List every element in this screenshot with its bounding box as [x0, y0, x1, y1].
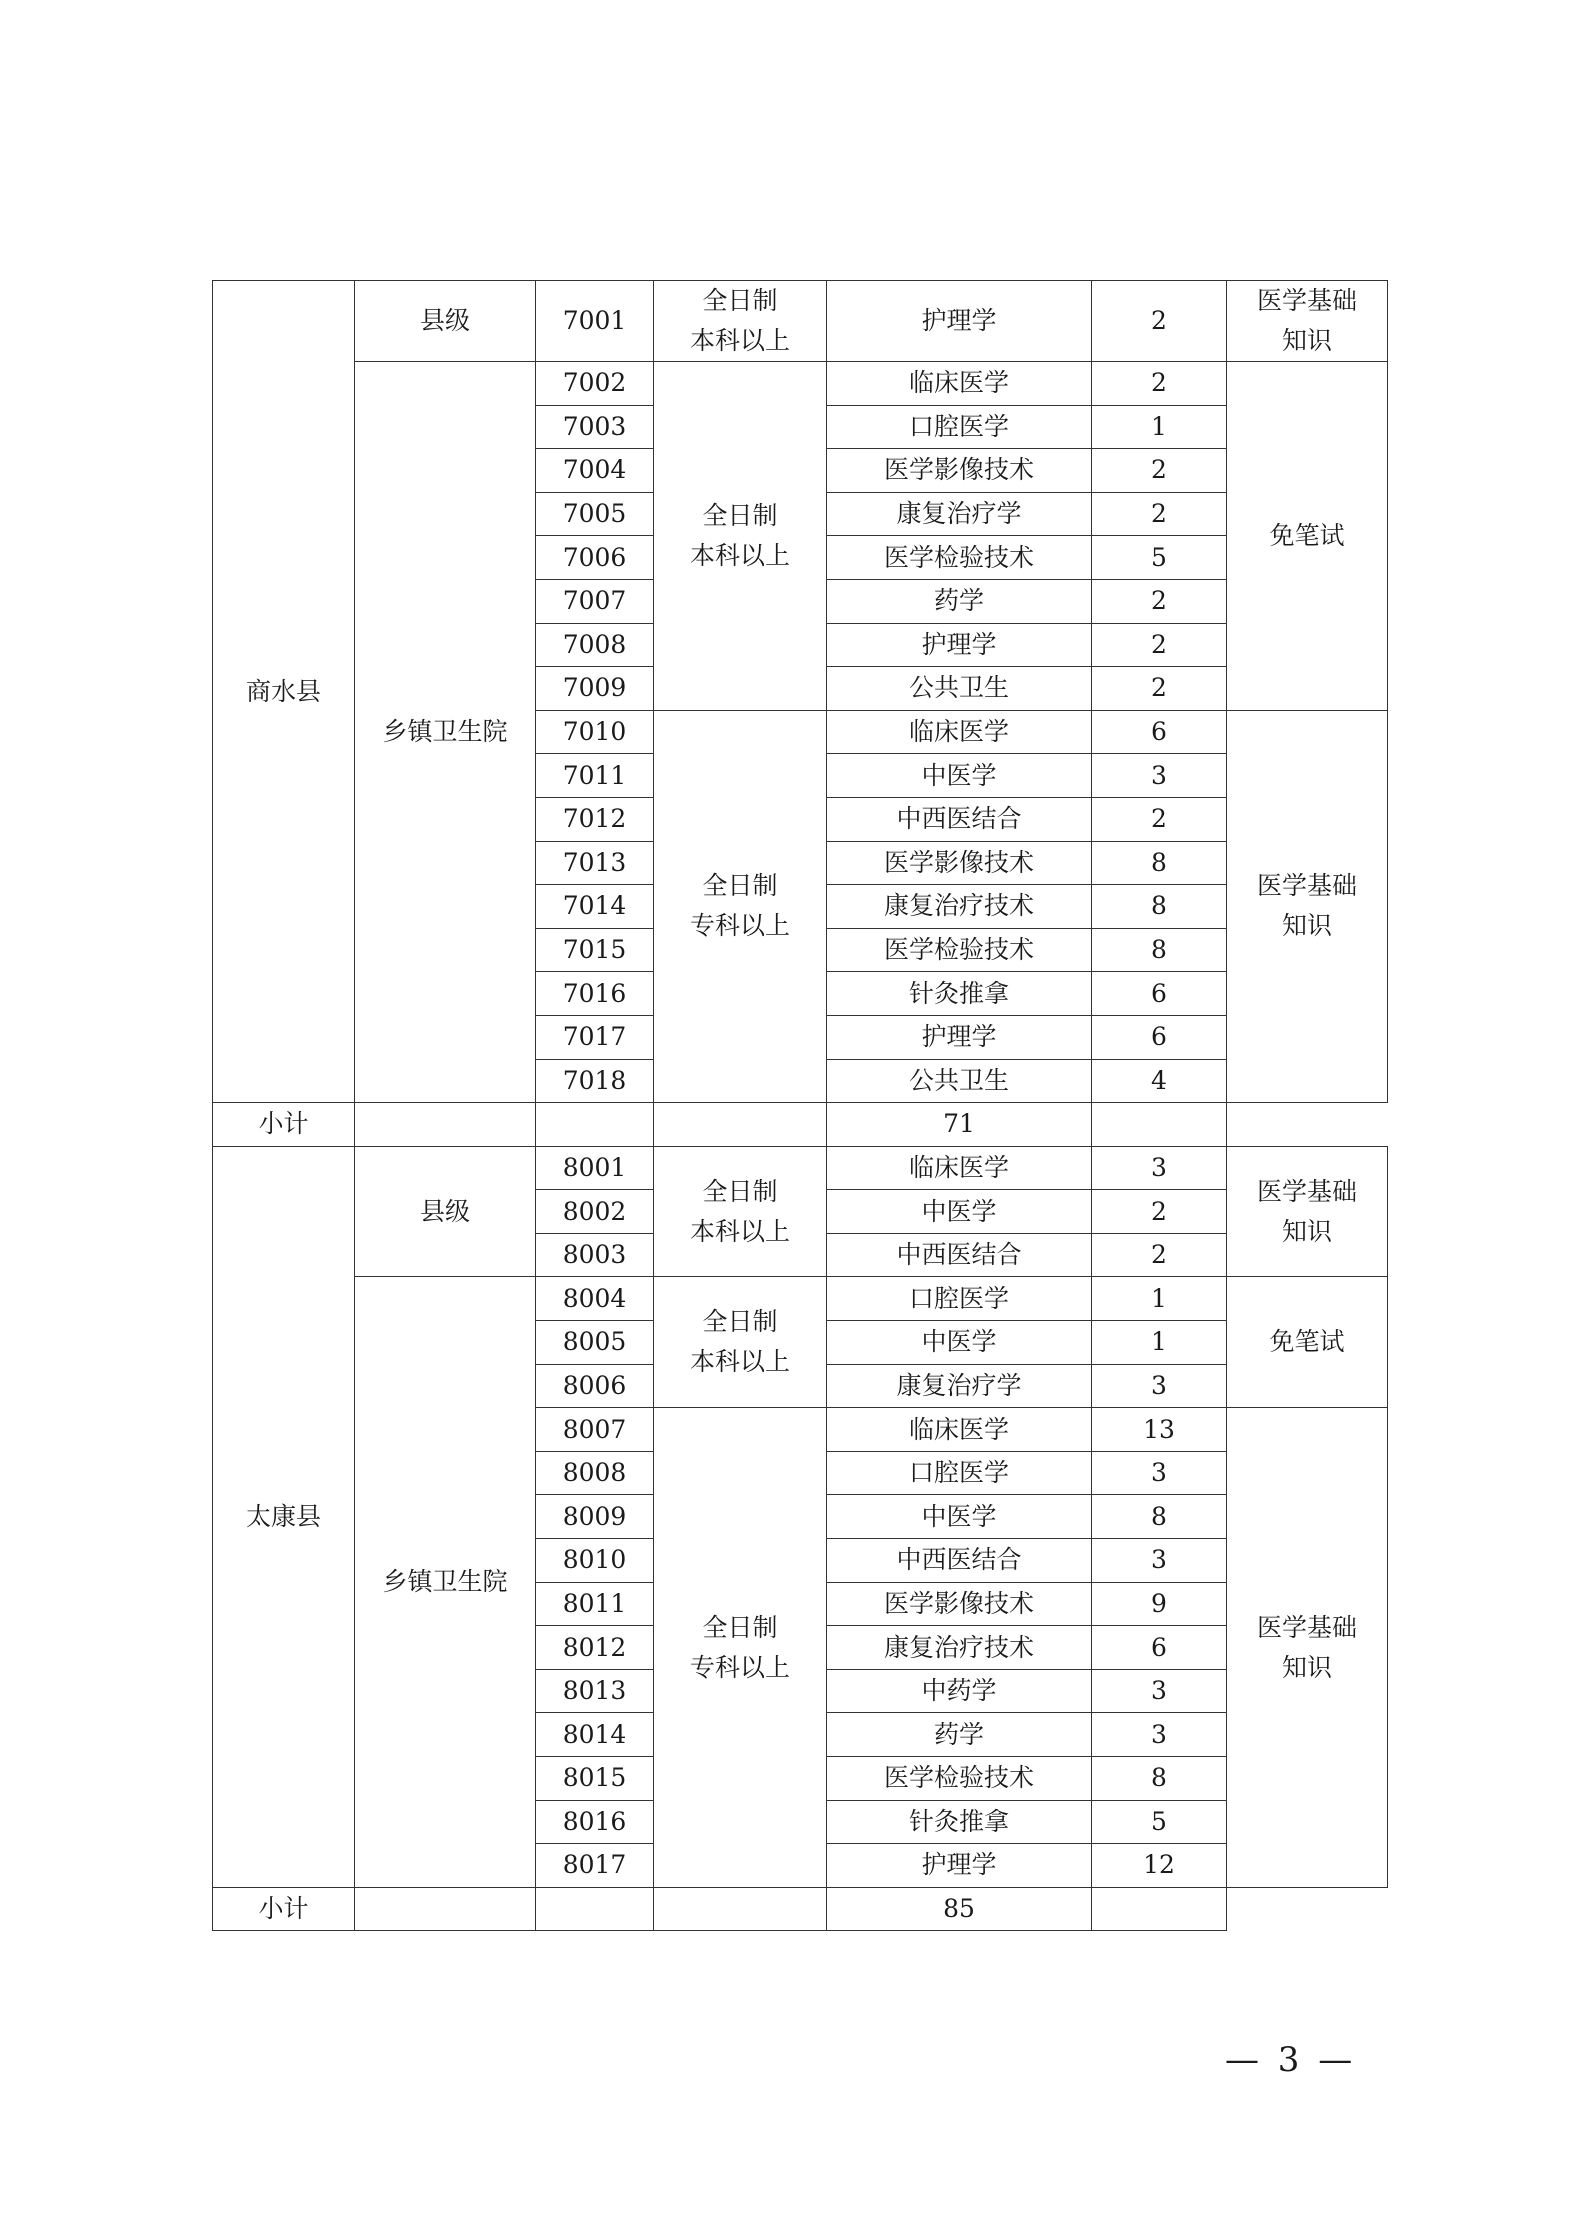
- count-cell: 2: [1092, 362, 1227, 406]
- post-code-cell: 8009: [536, 1495, 654, 1539]
- major-cell: 针灸推拿: [827, 972, 1092, 1016]
- post-code-cell: 8015: [536, 1757, 654, 1801]
- count-cell: 2: [1092, 492, 1227, 536]
- subtotal-label-cell: 小计: [213, 1103, 355, 1147]
- major-cell: 临床医学: [827, 1146, 1092, 1190]
- major-cell: 康复治疗技术: [827, 885, 1092, 929]
- exam-cell: [1227, 362, 1388, 711]
- subtotal-row: [213, 1103, 1388, 1147]
- major-cell: 中药学: [827, 1669, 1092, 1713]
- level-cell: 乡镇卫生院: [355, 1277, 536, 1887]
- education-cell: [654, 281, 827, 362]
- table-row: [213, 1277, 1388, 1321]
- major-cell: 口腔医学: [827, 1451, 1092, 1495]
- exam-cell-line: 医学基础: [1256, 1176, 1357, 1206]
- major-cell: 临床医学: [827, 362, 1092, 406]
- education-cell-line: 本科以上: [689, 540, 790, 570]
- count-cell: 8: [1092, 928, 1227, 972]
- post-code-cell: 7017: [536, 1015, 654, 1059]
- post-code-cell: 8003: [536, 1233, 654, 1277]
- exam-cell-line: 医学基础: [1256, 286, 1357, 315]
- county-cell: 太康县: [213, 1146, 355, 1887]
- count-cell: 8: [1092, 1757, 1227, 1801]
- table-row: [213, 281, 1388, 362]
- post-code-cell: 7008: [536, 623, 654, 667]
- major-cell: 医学影像技术: [827, 841, 1092, 885]
- major-cell: 康复治疗技术: [827, 1626, 1092, 1670]
- count-cell: 2: [1092, 281, 1227, 362]
- count-cell: 3: [1092, 754, 1227, 798]
- post-code-cell: 8012: [536, 1626, 654, 1670]
- post-code-cell: 8007: [536, 1408, 654, 1452]
- education-cell-line: 本科以上: [689, 1347, 790, 1377]
- education-cell-line: 专科以上: [689, 1652, 790, 1682]
- count-cell: 3: [1092, 1539, 1227, 1583]
- count-cell: 9: [1092, 1582, 1227, 1626]
- exam-cell-line: 知识: [1281, 911, 1332, 941]
- education-cell-line: 全日制: [702, 286, 778, 315]
- post-code-cell: 7012: [536, 797, 654, 841]
- subtotal-row: [213, 1887, 1388, 1931]
- major-cell: 中西医结合: [827, 1233, 1092, 1277]
- post-code-cell: 8013: [536, 1669, 654, 1713]
- exam-cell: [1227, 281, 1388, 362]
- empty-cell: [1092, 1103, 1227, 1147]
- empty-cell: [355, 1103, 536, 1147]
- education-cell-line: 全日制: [702, 500, 778, 530]
- count-cell: 13: [1092, 1408, 1227, 1452]
- post-code-cell: 8011: [536, 1582, 654, 1626]
- major-cell: 中医学: [827, 1321, 1092, 1365]
- count-cell: 3: [1092, 1669, 1227, 1713]
- post-code-cell: 7009: [536, 667, 654, 711]
- post-code-cell: 7016: [536, 972, 654, 1016]
- major-cell: 公共卫生: [827, 1059, 1092, 1103]
- count-cell: 2: [1092, 579, 1227, 623]
- post-code-cell: 8004: [536, 1277, 654, 1321]
- count-cell: 6: [1092, 1015, 1227, 1059]
- major-cell: 中医学: [827, 1190, 1092, 1234]
- count-cell: 12: [1092, 1844, 1227, 1888]
- exam-cell-line: 知识: [1281, 1652, 1332, 1682]
- post-code-cell: 7010: [536, 710, 654, 754]
- count-cell: 4: [1092, 1059, 1227, 1103]
- post-code-cell: 7007: [536, 579, 654, 623]
- post-code-cell: 7004: [536, 449, 654, 493]
- education-cell-line: 全日制: [702, 871, 778, 901]
- exam-cell: [1227, 1277, 1388, 1408]
- table-row: [213, 362, 1388, 406]
- exam-cell-line: 知识: [1281, 1216, 1332, 1246]
- major-cell: 临床医学: [827, 1408, 1092, 1452]
- count-cell: 2: [1092, 797, 1227, 841]
- count-cell: 2: [1092, 623, 1227, 667]
- exam-cell: [1227, 710, 1388, 1102]
- subtotal-label-cell: 小计: [213, 1887, 355, 1931]
- exam-cell-line: 免笔试: [1269, 1327, 1345, 1357]
- county-cell: 商水县: [213, 281, 355, 1103]
- empty-cell: [536, 1887, 654, 1931]
- major-cell: 口腔医学: [827, 1277, 1092, 1321]
- post-code-cell: 7018: [536, 1059, 654, 1103]
- exam-cell: [1227, 1408, 1388, 1888]
- major-cell: 护理学: [827, 1844, 1092, 1888]
- education-cell: [654, 362, 827, 711]
- major-cell: 护理学: [827, 623, 1092, 667]
- major-cell: 中西医结合: [827, 1539, 1092, 1583]
- exam-cell-line: 医学基础: [1256, 1612, 1357, 1642]
- major-cell: 康复治疗学: [827, 1364, 1092, 1408]
- post-code-cell: 7002: [536, 362, 654, 406]
- count-cell: 3: [1092, 1364, 1227, 1408]
- education-cell-line: 全日制: [702, 1176, 778, 1206]
- empty-cell: [536, 1103, 654, 1147]
- post-code-cell: 8016: [536, 1800, 654, 1844]
- count-cell: 8: [1092, 1495, 1227, 1539]
- count-cell: 1: [1092, 405, 1227, 449]
- count-cell: 6: [1092, 972, 1227, 1016]
- education-cell: [654, 710, 827, 1102]
- table-row: [213, 1146, 1388, 1190]
- education-cell-line: 全日制: [702, 1307, 778, 1337]
- major-cell: 医学检验技术: [827, 536, 1092, 580]
- post-code-cell: 8005: [536, 1321, 654, 1365]
- major-cell: 药学: [827, 1713, 1092, 1757]
- exam-cell: [1227, 1146, 1388, 1277]
- post-code-cell: 7003: [536, 405, 654, 449]
- major-cell: 中医学: [827, 1495, 1092, 1539]
- education-cell: [654, 1277, 827, 1408]
- post-code-cell: 7005: [536, 492, 654, 536]
- major-cell: 医学检验技术: [827, 928, 1092, 972]
- count-cell: 3: [1092, 1713, 1227, 1757]
- count-cell: 1: [1092, 1277, 1227, 1321]
- post-code-cell: 7001: [536, 281, 654, 362]
- count-cell: 8: [1092, 841, 1227, 885]
- count-cell: 2: [1092, 1233, 1227, 1277]
- count-cell: 3: [1092, 1451, 1227, 1495]
- post-code-cell: 8001: [536, 1146, 654, 1190]
- count-cell: 8: [1092, 885, 1227, 929]
- education-cell-line: 专科以上: [689, 911, 790, 941]
- education-cell: [654, 1146, 827, 1277]
- count-cell: 5: [1092, 536, 1227, 580]
- education-cell-line: 本科以上: [689, 1216, 790, 1246]
- count-cell: 6: [1092, 710, 1227, 754]
- post-code-cell: 7015: [536, 928, 654, 972]
- post-code-cell: 7013: [536, 841, 654, 885]
- post-code-cell: 8014: [536, 1713, 654, 1757]
- post-code-cell: 8002: [536, 1190, 654, 1234]
- count-cell: 5: [1092, 1800, 1227, 1844]
- post-code-cell: 7006: [536, 536, 654, 580]
- count-cell: 3: [1092, 1146, 1227, 1190]
- major-cell: 康复治疗学: [827, 492, 1092, 536]
- recruitment-table: [212, 280, 1388, 1931]
- education-cell-line: 本科以上: [689, 326, 790, 355]
- count-cell: 1: [1092, 1321, 1227, 1365]
- post-code-cell: 8010: [536, 1539, 654, 1583]
- level-cell: 县级: [355, 1146, 536, 1277]
- post-code-cell: 8017: [536, 1844, 654, 1888]
- subtotal-count-cell: 71: [827, 1103, 1092, 1147]
- major-cell: 医学影像技术: [827, 449, 1092, 493]
- empty-cell: [1092, 1887, 1227, 1931]
- major-cell: 医学检验技术: [827, 1757, 1092, 1801]
- empty-cell: [654, 1887, 827, 1931]
- major-cell: 临床医学: [827, 710, 1092, 754]
- post-code-cell: 7011: [536, 754, 654, 798]
- major-cell: 中西医结合: [827, 797, 1092, 841]
- page-number: — 3 —: [1225, 2040, 1357, 2080]
- post-code-cell: 8008: [536, 1451, 654, 1495]
- subtotal-count-cell: 85: [827, 1887, 1092, 1931]
- empty-cell: [654, 1103, 827, 1147]
- table-body: [213, 281, 1388, 1931]
- level-cell: 乡镇卫生院: [355, 362, 536, 1103]
- major-cell: 公共卫生: [827, 667, 1092, 711]
- post-code-cell: 7014: [536, 885, 654, 929]
- education-cell-line: 全日制: [702, 1612, 778, 1642]
- major-cell: 护理学: [827, 281, 1092, 362]
- exam-cell-line: 免笔试: [1269, 520, 1345, 550]
- count-cell: 2: [1092, 449, 1227, 493]
- major-cell: 针灸推拿: [827, 1800, 1092, 1844]
- exam-cell-line: 医学基础: [1256, 871, 1357, 901]
- count-cell: 6: [1092, 1626, 1227, 1670]
- major-cell: 护理学: [827, 1015, 1092, 1059]
- post-code-cell: 8006: [536, 1364, 654, 1408]
- education-cell: [654, 1408, 827, 1888]
- count-cell: 2: [1092, 667, 1227, 711]
- major-cell: 口腔医学: [827, 405, 1092, 449]
- empty-cell: [355, 1887, 536, 1931]
- count-cell: 2: [1092, 1190, 1227, 1234]
- major-cell: 中医学: [827, 754, 1092, 798]
- exam-cell-line: 知识: [1281, 326, 1332, 355]
- major-cell: 医学影像技术: [827, 1582, 1092, 1626]
- major-cell: 药学: [827, 579, 1092, 623]
- level-cell: 县级: [355, 281, 536, 362]
